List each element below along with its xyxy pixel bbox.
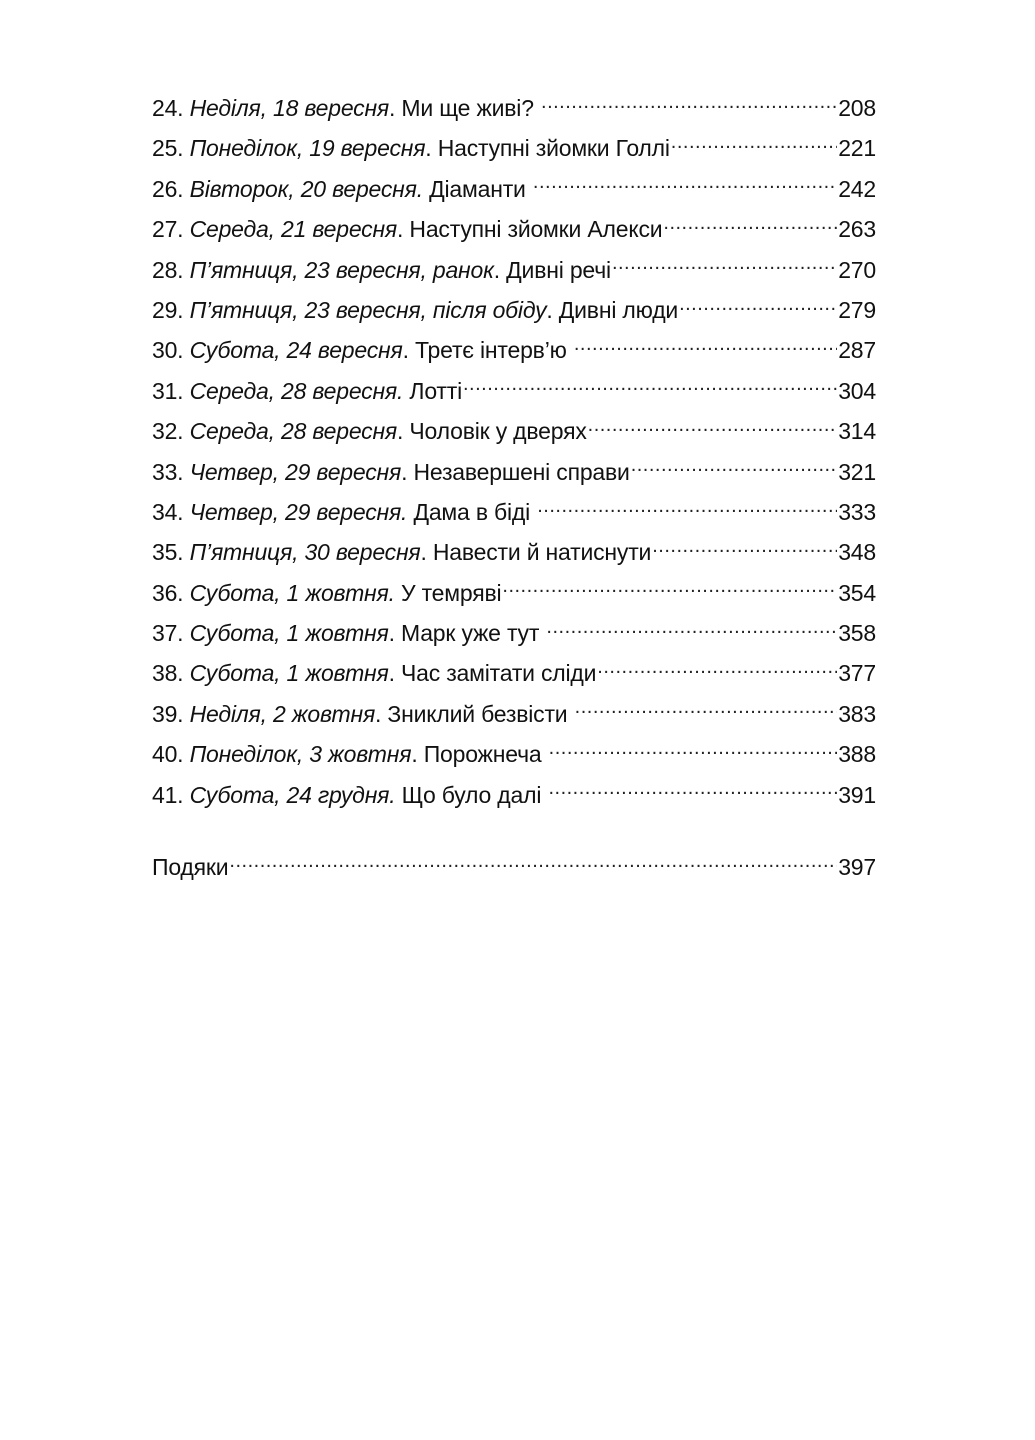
dot-leader — [541, 93, 837, 116]
page-number: 397 — [838, 854, 876, 881]
toc-entry-38[interactable]: 38. Субота, 1 жовтня . Час замітати сліди ..... 377 — [152, 653, 876, 693]
page-number: 270 — [838, 256, 876, 283]
chapter-title: Третє інтерв’ю — [414, 337, 567, 364]
chapter-date: Понеділок, 19 вересня — [189, 135, 426, 162]
toc-entry-25[interactable]: 25. Понеділок, 19 вересня . Наступні зйомки Голлі ..... 221 — [152, 128, 876, 168]
toc-entry-39[interactable]: 39. Неділя, 2 жовтня . Зниклий безвісти ..... 383 — [152, 694, 876, 734]
page-number: 221 — [838, 135, 876, 162]
chapter-date: Субота, 1 жовтня — [189, 660, 389, 687]
chapter-number: 24. — [152, 95, 184, 121]
chapter-date: Неділя, 2 жовтня — [189, 700, 376, 727]
dot-leader — [502, 578, 837, 601]
chapter-date: Неділя, 18 вересня — [189, 95, 390, 121]
chapter-number: 35. — [152, 539, 184, 566]
toc-entry-29[interactable]: 29. П’ятниця, 23 вересня, після обіду . Дивні люди ..... 279 — [152, 290, 876, 330]
toc-entry-24[interactable]: 24. Неділя, 18 вересня . Ми ще живі? ..... 208 — [152, 88, 876, 128]
page-number: 383 — [838, 700, 876, 727]
dot-leader — [575, 699, 838, 722]
chapter-title: У темряві — [400, 579, 502, 606]
dot-leader — [597, 658, 837, 681]
chapter-number: 38. — [152, 660, 184, 687]
table-of-contents — [152, 88, 876, 887]
chapter-title: Незавершені справи — [413, 458, 630, 485]
chapter-title: Зниклий безвісти — [387, 700, 568, 727]
chapter-date: П’ятниця, 23 вересня, ранок — [189, 256, 494, 283]
toc-entry-33[interactable]: 33. Четвер, 29 вересня . Незавершені справи ..... 321 — [152, 452, 876, 492]
page-number: 388 — [838, 741, 876, 768]
chapter-number: 26. — [152, 175, 184, 202]
dot-leader — [533, 174, 837, 197]
page-number: 354 — [838, 579, 876, 606]
dot-leader — [652, 537, 837, 560]
chapter-date: Середа, 21 вересня — [189, 216, 398, 243]
dot-leader — [574, 335, 837, 358]
chapter-number: 31. — [152, 377, 184, 404]
chapter-title: Марк уже тут — [400, 620, 540, 647]
chapter-title: Порожнеча — [423, 741, 542, 768]
page-number: 321 — [838, 458, 876, 485]
chapter-number: 33. — [152, 458, 184, 485]
chapter-number: 30. — [152, 337, 184, 364]
chapter-number: 32. — [152, 418, 184, 445]
page-number: 304 — [838, 377, 876, 404]
page-number: 358 — [838, 620, 876, 647]
chapter-title: Ми ще живі? — [401, 95, 534, 121]
chapter-number: 29. — [152, 296, 184, 323]
dot-leader — [588, 416, 838, 439]
chapter-date: Субота, 24 грудня. — [189, 781, 396, 808]
dot-leader — [229, 852, 837, 875]
dot-leader — [546, 618, 837, 641]
chapter-number: 27. — [152, 216, 184, 243]
page-number: 287 — [838, 337, 876, 364]
chapter-title: Чоловік у дверях — [409, 418, 587, 445]
chapter-date: Понеділок, 3 жовтня — [189, 741, 412, 768]
toc-entry-31[interactable] — [152, 371, 876, 411]
toc-entry-26[interactable] — [152, 169, 876, 209]
chapter-number: 37. — [152, 620, 184, 647]
chapter-title: Наступні зйомки Алекси — [409, 216, 663, 243]
toc-entry-41[interactable] — [152, 775, 876, 815]
chapter-date: Субота, 1 жовтня. — [189, 579, 395, 606]
chapter-title: Час замітати сліди — [400, 660, 597, 687]
dot-leader — [631, 457, 838, 480]
chapter-title: Дивні люди — [558, 296, 679, 323]
chapter-number: 40. — [152, 741, 184, 768]
chapter-number: 41. — [152, 781, 184, 808]
chapter-number: 36. — [152, 579, 184, 606]
chapter-title: Лотті — [409, 377, 462, 404]
chapter-number: 34. — [152, 498, 184, 525]
toc-entry-27[interactable]: 27. Середа, 21 вересня . Наступні зйомки Алекси ..... 263 — [152, 209, 876, 249]
toc-entry-37[interactable]: 37. Субота, 1 жовтня . Марк уже тут ..... 358 — [152, 613, 876, 653]
toc-entry-28[interactable]: 28. П’ятниця, 23 вересня, ранок . Дивні речі ..... 270 — [152, 250, 876, 290]
chapter-date: Вівторок, 20 вересня. — [189, 175, 423, 202]
dot-leader — [548, 780, 837, 803]
chapter-date: Субота, 24 вересня — [189, 337, 403, 364]
dot-leader — [537, 497, 837, 520]
page-number: 314 — [838, 418, 876, 445]
toc-entry-30[interactable]: 30. Субота, 24 вересня . Третє інтерв’ю ..... 287 — [152, 330, 876, 370]
acknowledgements-title: Подяки — [152, 854, 229, 881]
chapter-date: Середа, 28 вересня. — [189, 377, 404, 404]
page-number: 391 — [838, 781, 876, 808]
chapter-date: П’ятниця, 30 вересня — [189, 539, 421, 566]
chapter-date: Субота, 1 жовтня — [189, 620, 389, 647]
page-number: 279 — [838, 296, 876, 323]
chapter-number: 39. — [152, 700, 184, 727]
page-number: 263 — [838, 216, 876, 243]
dot-leader — [612, 255, 837, 278]
section-spacer — [152, 815, 876, 847]
chapter-number: 28. — [152, 256, 184, 283]
chapter-number: 25. — [152, 135, 184, 162]
chapter-title: Що було далі — [401, 781, 542, 808]
page-number: 333 — [838, 498, 876, 525]
dot-leader — [663, 214, 837, 237]
chapter-title: Наступні зйомки Голлі — [437, 135, 670, 162]
chapter-title: Навести й натиснути — [432, 539, 652, 566]
toc-entry-35[interactable]: 35. П’ятниця, 30 вересня . Навести й натиснути ..... 348 — [152, 532, 876, 572]
page-number: 348 — [838, 539, 876, 566]
chapter-date: П’ятниця, 23 вересня, після обіду — [189, 296, 547, 323]
chapter-title: Дивні речі — [506, 256, 611, 283]
page-number: 242 — [838, 175, 876, 202]
toc-entry-32[interactable]: 32. Середа, 28 вересня . Чоловік у дверях ..... 314 — [152, 411, 876, 451]
toc-entry-34[interactable] — [152, 492, 876, 532]
chapter-date: Четвер, 29 вересня — [189, 458, 402, 485]
toc-entry-36[interactable] — [152, 573, 876, 613]
chapter-date: Четвер, 29 вересня. — [189, 498, 408, 525]
page-number: 377 — [838, 660, 876, 687]
chapter-title: Дама в біді — [413, 498, 531, 525]
dot-leader — [463, 376, 837, 399]
dot-leader — [679, 295, 837, 318]
toc-entry-acknowledgements[interactable] — [152, 847, 876, 887]
page-number: 208 — [838, 95, 876, 121]
chapter-title: Діаманти — [429, 175, 526, 202]
dot-leader — [549, 739, 838, 762]
toc-entry-40[interactable]: 40. Понеділок, 3 жовтня . Порожнеча ..... 388 — [152, 734, 876, 774]
dot-leader — [671, 133, 837, 156]
chapter-date: Середа, 28 вересня — [189, 418, 398, 445]
